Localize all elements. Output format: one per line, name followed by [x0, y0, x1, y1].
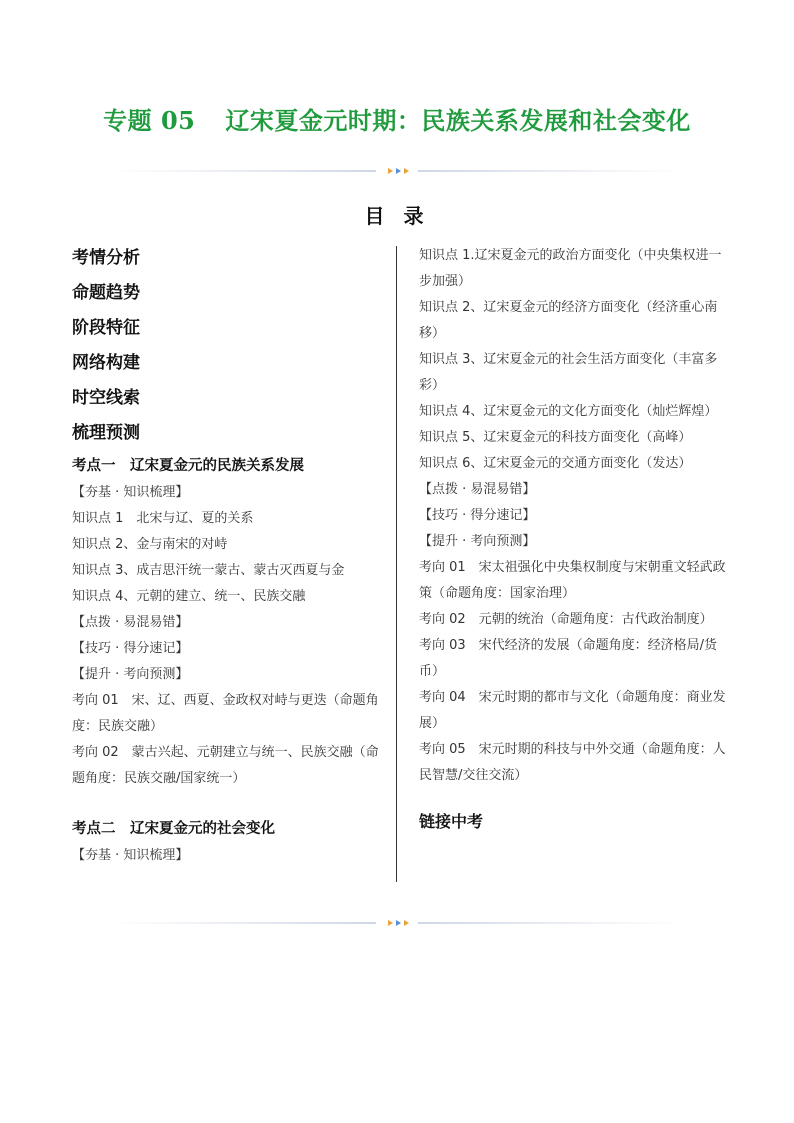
toc-link-jieduan[interactable]: 阶段特征	[72, 318, 140, 338]
toc-item[interactable]: 【技巧 · 得分速记】	[72, 641, 189, 656]
toc-item[interactable]: 【夯基 · 知识梳理】	[72, 485, 189, 500]
toc-item[interactable]: 知识点 1.辽宋夏金元的政治方面变化（中央集权进一步加强）	[419, 248, 722, 289]
topic-number: 专题 05	[103, 106, 196, 135]
toc-item[interactable]: 知识点 5、辽宋夏金元的科技方面变化（高峰）	[419, 430, 692, 445]
toc-item[interactable]: 知识点 4、辽宋夏金元的文化方面变化（灿烂辉煌）	[419, 404, 718, 419]
toc-link-mingti[interactable]: 命题趋势	[72, 283, 140, 303]
toc-left-column	[72, 243, 382, 869]
toc-item[interactable]: 【提升 · 考向预测】	[72, 667, 189, 682]
toc-item[interactable]: 考向 05 宋元时期的科技与中外交通（命题角度：人民智慧/交往交流）	[419, 742, 726, 783]
document-title	[0, 101, 794, 136]
divider-arrows-icon	[386, 166, 410, 176]
toc-title: 目 录	[364, 204, 430, 228]
divider-line-right	[418, 922, 683, 924]
toc-item[interactable]: 知识点 4、元朝的建立、统一、民族交融	[72, 589, 306, 604]
toc-item[interactable]: 考向 02 蒙古兴起、元朝建立与统一、民族交融（命题角度：民族交融/国家统一）	[72, 745, 379, 786]
toc-item[interactable]: 考向 01 宋太祖强化中央集权制度与宋朝重文轻武政策（命题角度：国家治理）	[419, 560, 726, 601]
toc-item[interactable]: 考向 01 宋、辽、西夏、金政权对峙与更迭（命题角度：民族交融）	[72, 693, 379, 734]
toc-item[interactable]: 知识点 2、辽宋夏金元的经济方面变化（经济重心南移）	[419, 300, 718, 341]
toc-kaodian1-title[interactable]: 考点一 辽宋夏金元的民族关系发展	[72, 458, 304, 474]
toc-item[interactable]: 【提升 · 考向预测】	[419, 534, 536, 549]
toc-item[interactable]: 【夯基 · 知识梳理】	[72, 848, 189, 863]
divider-line-right	[418, 170, 683, 172]
toc-link-wangluo[interactable]: 网络构建	[72, 353, 140, 373]
toc-item[interactable]: 知识点 3、成吉思汗统一蒙古、蒙古灭西夏与金	[72, 563, 345, 578]
toc-item[interactable]: 考向 03 宋代经济的发展（命题角度：经济格局/货币）	[419, 638, 718, 679]
column-divider	[396, 246, 397, 882]
toc-link-kaoqing[interactable]: 考情分析	[72, 248, 140, 268]
toc-item[interactable]: 知识点 2、金与南宋的对峙	[72, 537, 228, 552]
toc-item[interactable]: 考向 04 宋元时期的都市与文化（命题角度：商业发展）	[419, 690, 726, 731]
divider-line-left	[111, 922, 376, 924]
toc-link-shuli[interactable]: 梳理预测	[72, 423, 140, 443]
toc-item[interactable]: 【点拨 · 易混易错】	[72, 615, 189, 630]
top-divider	[111, 166, 683, 176]
topic-title: 辽宋夏金元时期：民族关系发展和社会变化	[225, 107, 691, 135]
divider-line-left	[111, 170, 376, 172]
toc-kaodian2-title[interactable]: 考点二 辽宋夏金元的社会变化	[72, 821, 275, 837]
toc-link-shikong[interactable]: 时空线索	[72, 388, 140, 408]
toc-item[interactable]: 知识点 3、辽宋夏金元的社会生活方面变化（丰富多彩）	[419, 352, 718, 393]
toc-right-column	[419, 243, 729, 836]
divider-arrows-icon	[386, 918, 410, 928]
toc-item[interactable]: 考向 02 元朝的统治（命题角度：古代政治制度）	[419, 612, 713, 627]
toc-item[interactable]: 知识点 6、辽宋夏金元的交通方面变化（发达）	[419, 456, 692, 471]
bottom-divider	[111, 918, 683, 928]
toc-item[interactable]: 知识点 1 北宋与辽、夏的关系	[72, 511, 254, 526]
toc-item[interactable]: 【点拨 · 易混易错】	[419, 482, 536, 497]
toc-item[interactable]: 【技巧 · 得分速记】	[419, 508, 536, 523]
toc-link-zhongkao[interactable]: 链接中考	[419, 812, 484, 831]
